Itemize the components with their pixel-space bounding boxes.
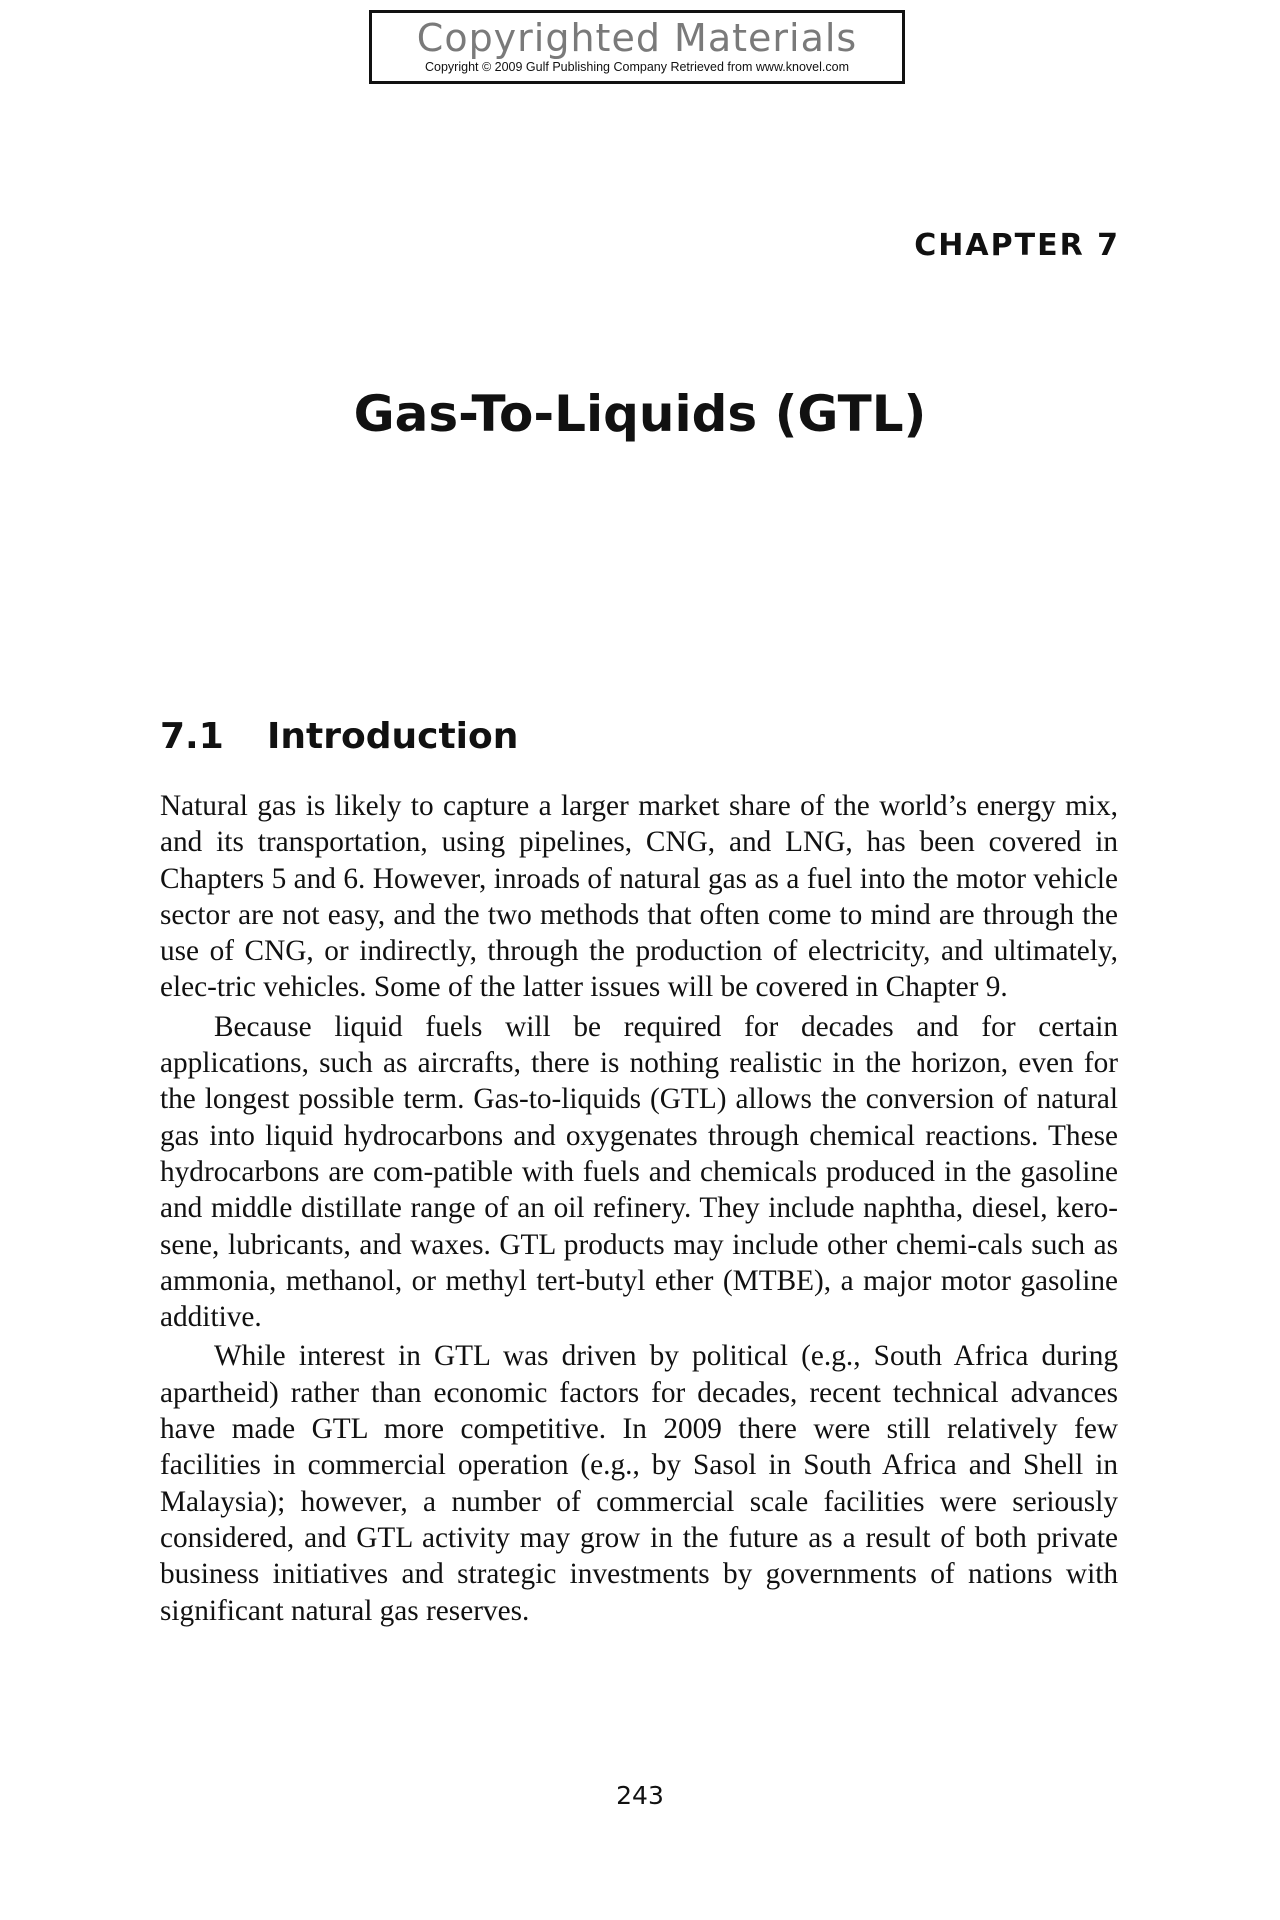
section-heading [160, 715, 518, 759]
copyright-watermark [369, 10, 905, 84]
watermark-subtitle: Copyright © 2009 Gulf Publishing Company Retrieved from www.knovel.com [425, 60, 849, 74]
paragraph: Because liquid fuels will be required for decades and for certain applications, such as aircrafts, there is nothing realistic in the horizon, even for the longest possible term. Gas-to-liquids (GTL) allows the conversion of natural gas into liquid hydrocarbons and oxygenates through chemical reactions. These hydrocarbons are com-patible with fuels and chemicals produced in the gasoline and middle distillate range of an oil refinery. They include naphtha, diesel, kero-sene, lubricants, and waxes. GTL products may include other chemi-cals such as ammonia, methanol, or methyl tert-butyl ether (MTBE), a major motor gasoline additive. [160, 1010, 1118, 1334]
section-title: Introduction [267, 716, 519, 757]
paragraph: Natural gas is likely to capture a larger market share of the world’s energy mix, and its transportation, using pipelines, CNG, and LNG, has been covered in Chapters 5 and 6. However, inroads of natural gas as a fuel into the motor vehicle sector are not easy, and the two methods that often come to mind are through the use of CNG, or indirectly, through the production of electricity, and ultimately, elec-tric vehicles. Some of the latter issues will be covered in Chapter 9. [160, 790, 1118, 1004]
chapter-label: CHAPTER 7 [914, 228, 1120, 263]
chapter-title: Gas-To-Liquids (GTL) [353, 385, 927, 443]
watermark-title: Copyrighted Materials [416, 16, 858, 60]
page-number: 243 [616, 1781, 664, 1810]
section-number: 7.1 [160, 716, 224, 757]
body-text [160, 788, 1118, 1632]
paragraph: While interest in GTL was driven by political (e.g., South Africa during apartheid) rather than economic factors for decades, recent technical advances have made GTL more competitive. In 2009 there were still relatively few facilities in commercial operation (e.g., by Sasol in South Africa and Shell in Malaysia); however, a number of commercial scale facilities were seriously considered, and GTL activity may grow in the future as a result of both private business initiatives and strategic investments by governments of nations with significant natural gas reserves. [160, 1340, 1118, 1627]
